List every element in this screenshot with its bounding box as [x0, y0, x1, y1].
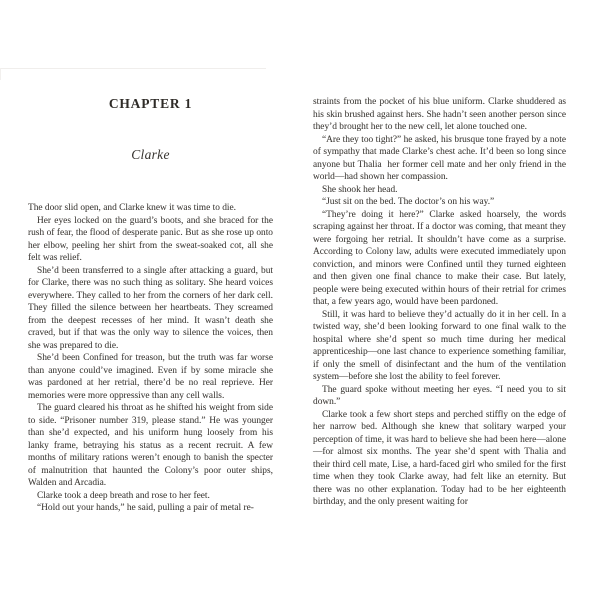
- chapter-subtitle: Clarke: [131, 147, 170, 162]
- paragraph: She’d been Confined for treason, but the truth was far worse than anyone could’ve imagined. Even if by some miracle she was pardoned at her retrial, there’d be no real reprieve. Her memories were more oppressive than any cell walls.: [28, 353, 273, 401]
- paragraph: Still, it was hard to believe they’d actually do it in her cell. In a twisted way, she’d been looking forward to one final walk to the hospital where she’d spent so much time during her medical apprenticeship—one last chance to experience something familiar, if only the smell of disinfectant and the hum of the ventilation system—before she lost the ability to feel forever.: [313, 309, 566, 382]
- left-page-column: [28, 97, 273, 515]
- paragraph: The door slid open, and Clarke knew it was time to die.: [28, 203, 237, 213]
- paragraph: She’d been transferred to a single after attacking a guard, but for Clarke, there was no such thing as solitary. She heard voices everywhere. They called to her from the corners of her dark cell. They filled the silence between her heartbeats. They screamed from the deepest recesses of her mind. It wasn’t death she craved, but if that was the only way to silence the voices, then she was prepared to die.: [28, 265, 273, 351]
- left-page-text: [28, 202, 273, 515]
- paragraph: straints from the pocket of his blue uniform. Clarke shuddered as his skin brushed against hers. She hadn’t seen another person since they’d brought her to the new cell, let alone touched one.: [313, 97, 566, 132]
- page-edge-line: [0, 68, 266, 69]
- paragraph: The guard spoke without meeting her eyes. “I need you to sit down.”: [313, 384, 566, 407]
- paragraph: Her eyes locked on the guard’s boots, and she braced for the rush of fear, the flood of desperate panic. But as she rose up onto her elbow, peeling her shirt from the sweat-soaked cot, all she felt was relief.: [28, 215, 273, 263]
- paragraph: The guard cleared his throat as he shifted his weight from side to side. “Prisoner number 319, please stand.” He was younger than she’d expected, and his uniform hung loosely from his lanky frame, betraying his status as a recent recruit. A few months of military rations weren’t enough to banish the specter of malnutrition that haunted the Colony’s poor outer ships, Walden and Arcadia.: [28, 403, 273, 488]
- paragraph: Clarke took a deep breath and rose to her feet.: [37, 490, 210, 501]
- page-edge-corner: [0, 68, 1, 80]
- right-page-column: [313, 96, 566, 509]
- paragraph: “Are they too tight?” he asked, his brusque tone frayed by a note of sympathy that made Clarke’s chest ache. It’d been so long since anyone but Thalia her former cell mate and her only friend in the world—had shown her compassion.: [313, 134, 566, 182]
- paragraph: She shook her head.: [322, 184, 398, 195]
- chapter-heading: CHAPTER 1: [108, 96, 193, 111]
- paragraph: Clarke took a few short steps and perched stiffly on the edge of her narrow bed. Although she knew that solitary warped your perception of time, it was hard to believe she had been here—alone—for almost six months. The year she’d spent with Thalia and their third cell mate, Lise, a hard-faced girl who smiled for the first time when they took Clarke away, had felt like an eternity. But there was no other explanation. Today had to be her eighteenth birthday, and the only present waiting for: [313, 409, 566, 507]
- right-page-text: [313, 96, 566, 509]
- paragraph: “Just sit on the bed. The doctor’s on his way.”: [322, 197, 495, 207]
- paragraph: “They’re doing it here?” Clarke asked hoarsely, the words scraping against her throat. If a doctor was coming, that meant they were forgoing her retrial. It shouldn’t have come as a surprise. According to Colony law, adults were executed immediately upon conviction, and minors were Confined until they turned eighteen and then given one final chance to make their case. But lately, people were being executed within hours of their retrial for crimes that, a few years ago, would have been pardoned.: [313, 209, 566, 307]
- paragraph: “Hold out your hands,” he said, pulling a pair of metal re-: [37, 503, 254, 513]
